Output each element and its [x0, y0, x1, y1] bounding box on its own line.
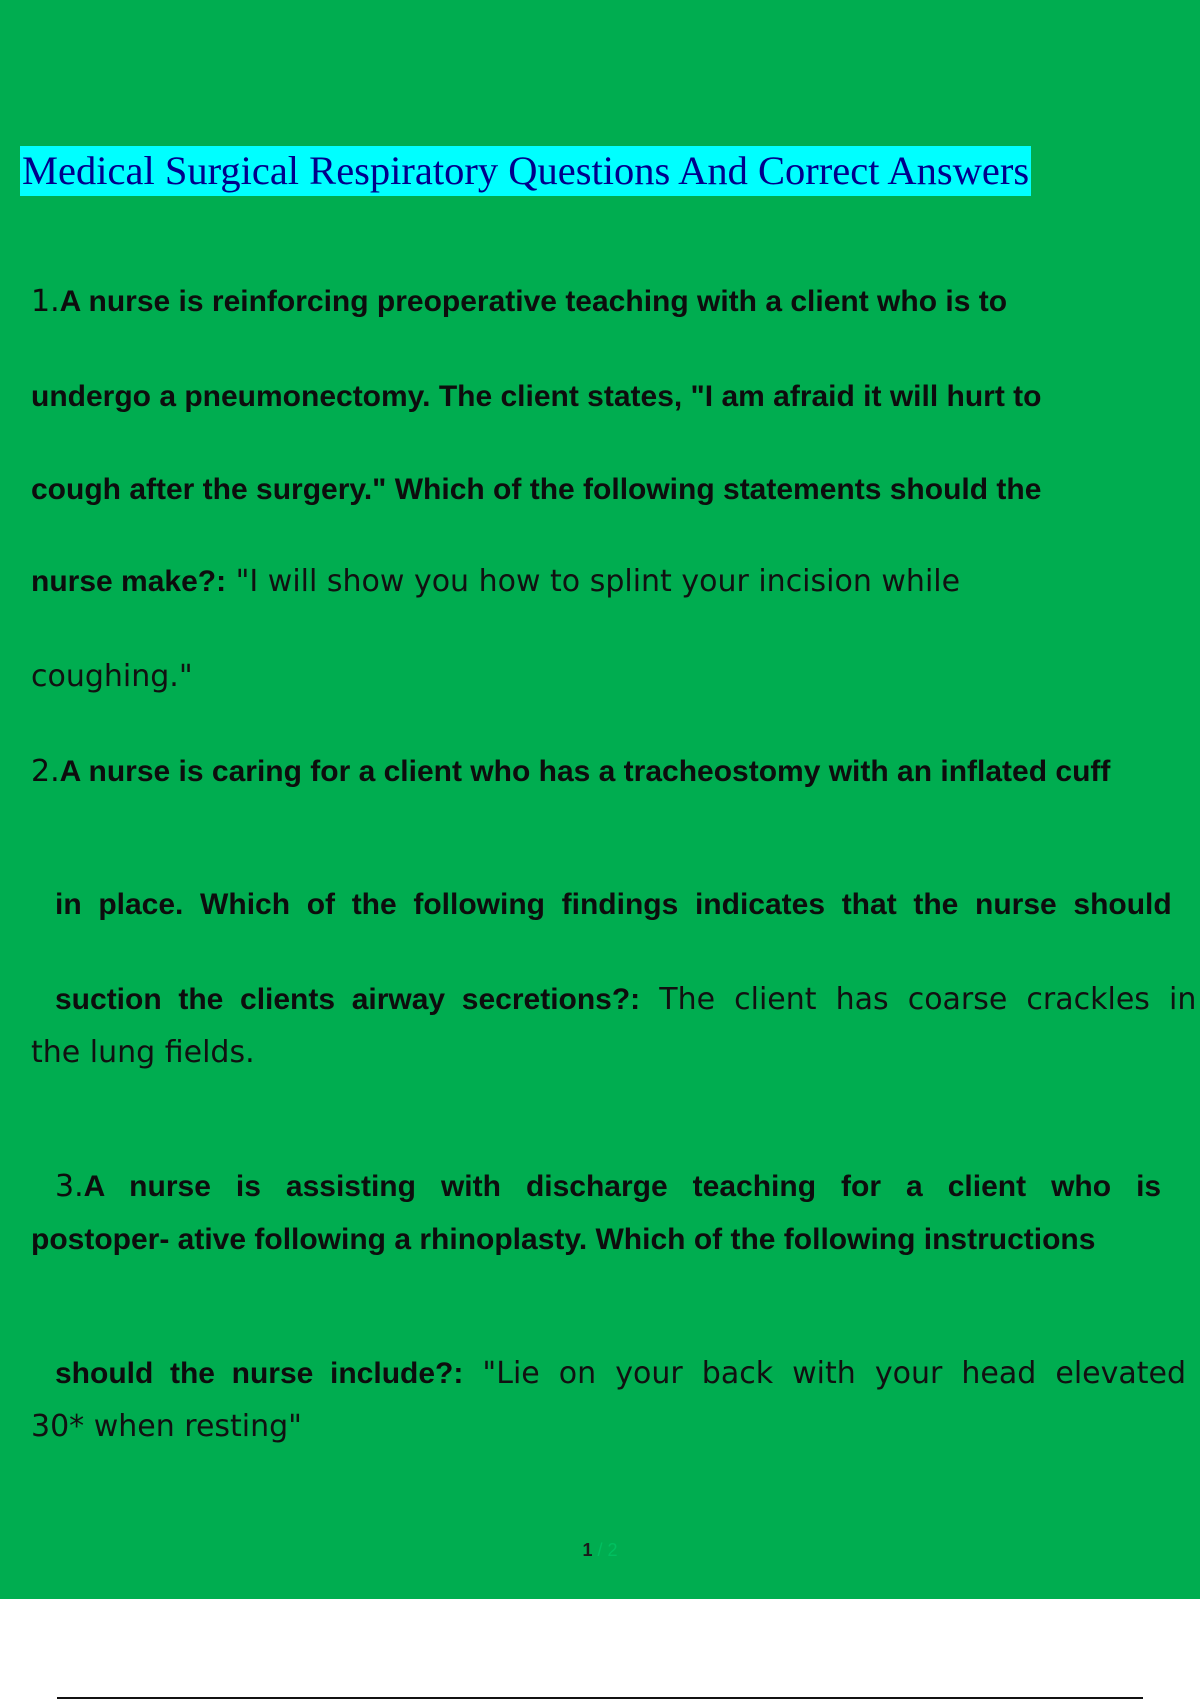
question-text: in place. Which of the following findings indicates that the nurse should — [55, 888, 1172, 921]
answer-text: the lung fields. — [31, 1035, 255, 1070]
answer-line — [31, 1033, 255, 1073]
document-title: Medical Surgical Respiratory Questions And Correct Answers — [20, 146, 1031, 196]
question-number: 3. — [55, 1169, 84, 1204]
question-text: A nurse is reinforcing preoperative teaching with a client who is to — [59, 285, 1008, 318]
question-number: 2. — [31, 754, 60, 789]
page-current: 1 — [582, 1540, 593, 1560]
question-line — [31, 1220, 1095, 1260]
question-text: postoper- ative following a rhinoplasty. Which of the following instructions — [31, 1223, 1096, 1256]
question-line — [31, 1314, 1187, 1391]
question-text: undergo a pneumonectomy. The client states, "I am afraid it will hurt to — [31, 380, 1042, 413]
answer-text: "Lie on your back with your head elevated — [463, 1356, 1187, 1391]
question-line — [31, 282, 1007, 322]
answer-text: The client has coarse crackles in — [640, 982, 1197, 1017]
question-text: nurse make?: — [31, 565, 227, 598]
question-line — [31, 377, 1041, 417]
question-text: should the nurse include?: — [55, 1357, 464, 1390]
page-total: / 2 — [597, 1540, 618, 1560]
answer-line — [31, 657, 193, 697]
question-line — [31, 752, 1110, 792]
question-line — [31, 562, 960, 602]
question-line — [31, 470, 1041, 510]
question-number: 1. — [31, 284, 60, 319]
answer-text: 30* when resting" — [31, 1409, 302, 1444]
question-line — [31, 845, 1172, 921]
answer-line — [31, 1407, 302, 1447]
answer-text: coughing." — [31, 659, 193, 694]
question-text: A nurse is assisting with discharge teaching for a client who is — [83, 1170, 1162, 1203]
question-line — [31, 940, 1197, 1017]
page-divider — [57, 1697, 1143, 1699]
question-text: cough after the surgery." Which of the following statements should the — [31, 473, 1042, 506]
question-text: A nurse is caring for a client who has a tracheostomy with an inflated cuff — [59, 755, 1111, 788]
question-text: suction the clients airway secretions?: — [55, 983, 641, 1016]
question-line — [31, 1127, 1162, 1204]
page-number — [0, 1540, 1200, 1561]
answer-text: "I will show you how to splint your incision while — [226, 564, 961, 599]
